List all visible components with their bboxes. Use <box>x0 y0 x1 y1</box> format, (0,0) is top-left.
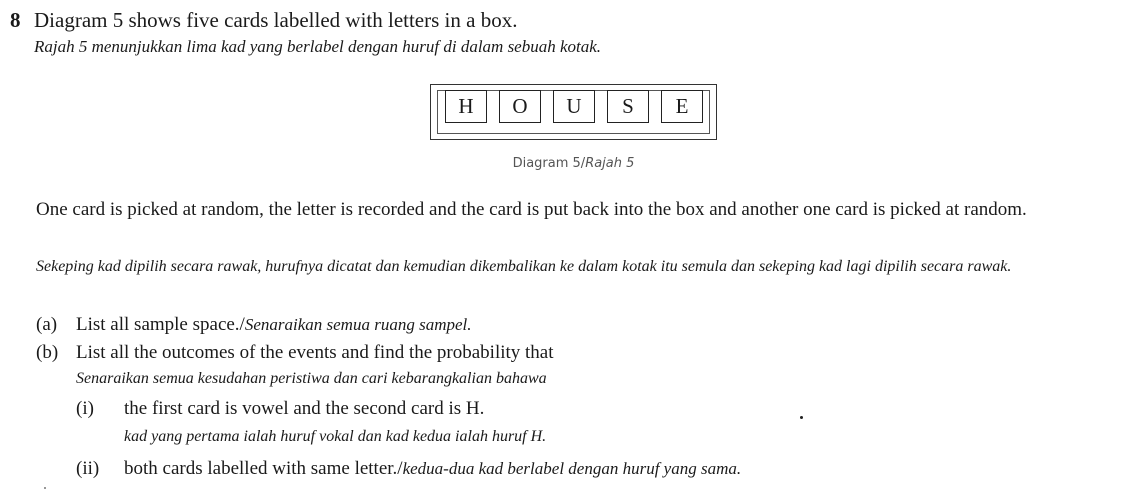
part-b-label: (b) <box>36 342 59 363</box>
card-box <box>430 84 717 140</box>
card-u: U <box>553 90 595 123</box>
part-b-ii-label: (ii) <box>76 458 100 479</box>
part-a-text-en: List all sample space./ <box>76 314 245 335</box>
scan-speck <box>44 487 46 489</box>
part-b <box>36 342 554 364</box>
instruction-en: One card is picked at random, the letter is recorded and the card is put back into the box and another one card is picked at random. <box>36 199 1027 220</box>
card-s: S <box>607 90 649 123</box>
question-text-en: Diagram 5 shows five cards labelled with letters in a box. <box>34 8 518 32</box>
part-b-ii-text-en: both cards labelled with same letter./ <box>124 458 403 479</box>
part-b-i-text-en: the first card is vowel and the second card is H. <box>124 398 485 419</box>
part-a <box>36 314 472 336</box>
part-a-text-ms: Senaraikan semua ruang sampel. <box>244 315 472 334</box>
question-header <box>10 8 517 33</box>
diagram-caption-ms: Rajah 5 <box>585 156 635 171</box>
part-b-ii <box>76 458 741 480</box>
instruction-ms: Sekeping kad dipilih secara rawak, hurufnya dicatat dan kemudian dikembalikan ke dalam kotak itu semula dan sekeping kad lagi dipilih secara rawak. <box>36 258 1012 275</box>
card-e: E <box>661 90 703 123</box>
part-b-ii-text-ms: kedua-dua kad berlabel dengan huruf yang sama. <box>402 459 742 478</box>
part-b-text-en: List all the outcomes of the events and find the probability that <box>76 342 554 363</box>
card-h: H <box>445 90 487 123</box>
card-o: O <box>499 90 541 123</box>
part-b-i-label: (i) <box>76 398 94 419</box>
part-b-i-text-ms: kad yang pertama ialah huruf vokal dan kad kedua ialah huruf H. <box>124 428 547 445</box>
part-b-i <box>76 398 484 420</box>
part-a-label: (a) <box>36 314 58 335</box>
stray-dot <box>800 416 803 419</box>
question-number: 8 <box>10 8 21 32</box>
part-b-text-ms: Senaraikan semua kesudahan peristiwa dan cari kebarangkalian bahawa <box>76 370 547 387</box>
question-text-ms: Rajah 5 menunjukkan lima kad yang berlabel dengan huruf di dalam sebuah kotak. <box>34 37 602 56</box>
diagram-caption-en: Diagram 5/ <box>512 156 586 171</box>
diagram-caption <box>430 156 717 171</box>
